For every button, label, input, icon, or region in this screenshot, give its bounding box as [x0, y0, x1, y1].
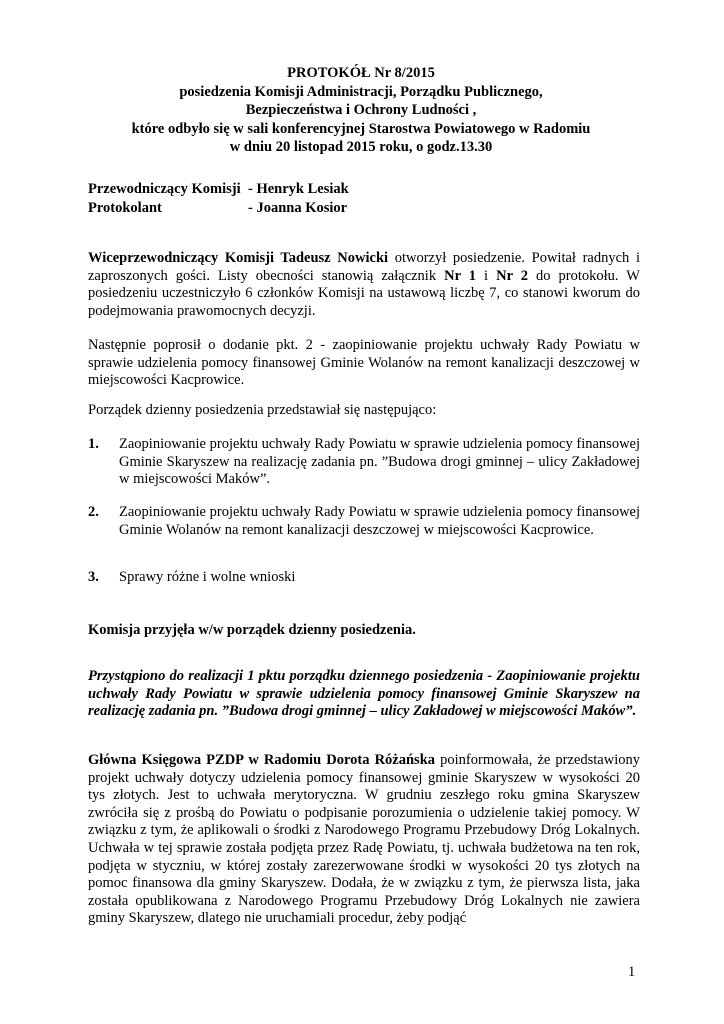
opening-paragraph [88, 250, 640, 320]
report-text: poinformowała, że przedstawiony projekt uchwały dotyczy udzielenia pomocy finansowej gminie Skaryszew w wysokości 20 tys złotych. Jest to uchwała merytoryczna. W grudniu zeszłego roku gmina Skaryszew zwróciła się z prośbą do Powiatu o podpisanie porozumienia o udzielenie takiej pomocy. W związku z tym, że aplikowali o środki z Narodowego Programu Przebudowy Dróg Lokalnych. Uchwała w tej sprawie została podjęta przez Radę Powiatu, tj. uchwała budżetowa na ten rok, podjęta w styczniu, w której zostały zarezerwowane środki w wysokości 20 tys złotych na pomoc finansowa dla gminy Skaryszew. Dodała, że w związku z tym, że pierwsza lista, jaka została opublikowana z Narodowego Programu Przebudowy Dróg Lokalnych nie zawiera gminy Skaryszew, dlatego nie uruchamiali procedur, żeby podjąć [88, 752, 640, 927]
agenda-intro: Porządek dzienny posiedzenia przedstawiał się następująco: [88, 402, 437, 418]
header-line-2: posiedzenia Komisji Administracji, Porządku Publicznego, [179, 83, 543, 100]
report-paragraph [88, 752, 640, 928]
agenda-item-text: Sprawy różne i wolne wnioski [119, 569, 296, 585]
opening-text-c: do protokołu. W posiedzeniu uczestniczyło 6 członków Komisji na ustawową liczbę 7, co stanowi kworum do podejmowania prawomocnych decyzji. [88, 267, 640, 319]
point1-heading: Przystąpiono do realizacji 1 pktu porządku dziennego posiedzenia - Zaopiniowanie projektu uchwały Rady Powiatu w sprawie udzielenia pomocy finansowej Gminie Skaryszew na realizację zadania pn. ”Budowa drogi gminnej – ulicy Zakładowej w miejscowości Maków”. [88, 668, 640, 720]
attachment-nr2: Nr 2 [496, 267, 529, 284]
secretary-row [88, 199, 349, 218]
attachment-nr1: Nr 1 [444, 267, 477, 284]
chair-role: Przewodniczący Komisji [88, 181, 241, 197]
agenda-item [88, 569, 640, 587]
chair-row [88, 180, 349, 199]
agenda-item [88, 436, 640, 489]
agenda-item-text: Zaopiniowanie projektu uchwały Rady Powiatu w sprawie udzielenia pomocy finansowej Gminie Wolanów na remont kanalizacji deszczowej w miejscowości Kacprowice. [119, 504, 640, 538]
header-line-5: w dniu 20 listopad 2015 roku, o godz.13.30 [229, 139, 493, 156]
opening-text-b: i [476, 267, 497, 284]
protocol-title: PROTOKÓŁ Nr 8/2015 [287, 65, 435, 81]
agenda-item-number: 3. [88, 569, 99, 585]
header-line-4: które odbyło się w sali konferencyjnej Starostwa Powiatowego w Radomiu [131, 120, 591, 137]
report-speaker: Główna Księgowa PZDP w Radomiu Dorota Różańska [88, 752, 436, 768]
chair-name: - Henryk Lesiak [248, 181, 349, 197]
agenda-acceptance: Komisja przyjęła w/w porządek dzienny posiedzenia. [88, 622, 416, 638]
header-line-3: Bezpieczeństwa i Ochrony Ludności , [245, 102, 477, 119]
secretary-name: - Joanna Kosior [248, 200, 348, 216]
proposal-paragraph: Następnie poprosił o dodanie pkt. 2 - zaopiniowanie projektu uchwały Rady Powiatu w sprawie udzielenia pomocy finansowej Gminie Wolanów na remont kanalizacji deszczowej w miejscowości Kacprowice. [88, 337, 640, 389]
secretary-role: Protokolant [88, 200, 162, 216]
officers-block [88, 180, 349, 218]
page-number: 1 [628, 964, 636, 980]
protocol-header [88, 64, 634, 157]
agenda-item-text: Zaopiniowanie projektu uchwały Rady Powiatu w sprawie udzielenia pomocy finansowej Gminie Skaryszew na realizację zadania pn. ”Budowa drogi gminnej – ulicy Zakładowej w miejscowości Maków”. [119, 436, 640, 488]
agenda-item-number: 2. [88, 504, 99, 520]
opening-speaker: Wiceprzewodniczący Komisji Tadeusz Nowicki [88, 250, 389, 266]
agenda-item-number: 1. [88, 436, 99, 452]
opening-text-a: otworzył posiedzenie. Powitał radnych i zaproszonych gości. Listy obecności stanowią załącznik [88, 250, 640, 284]
agenda-item [88, 504, 640, 539]
